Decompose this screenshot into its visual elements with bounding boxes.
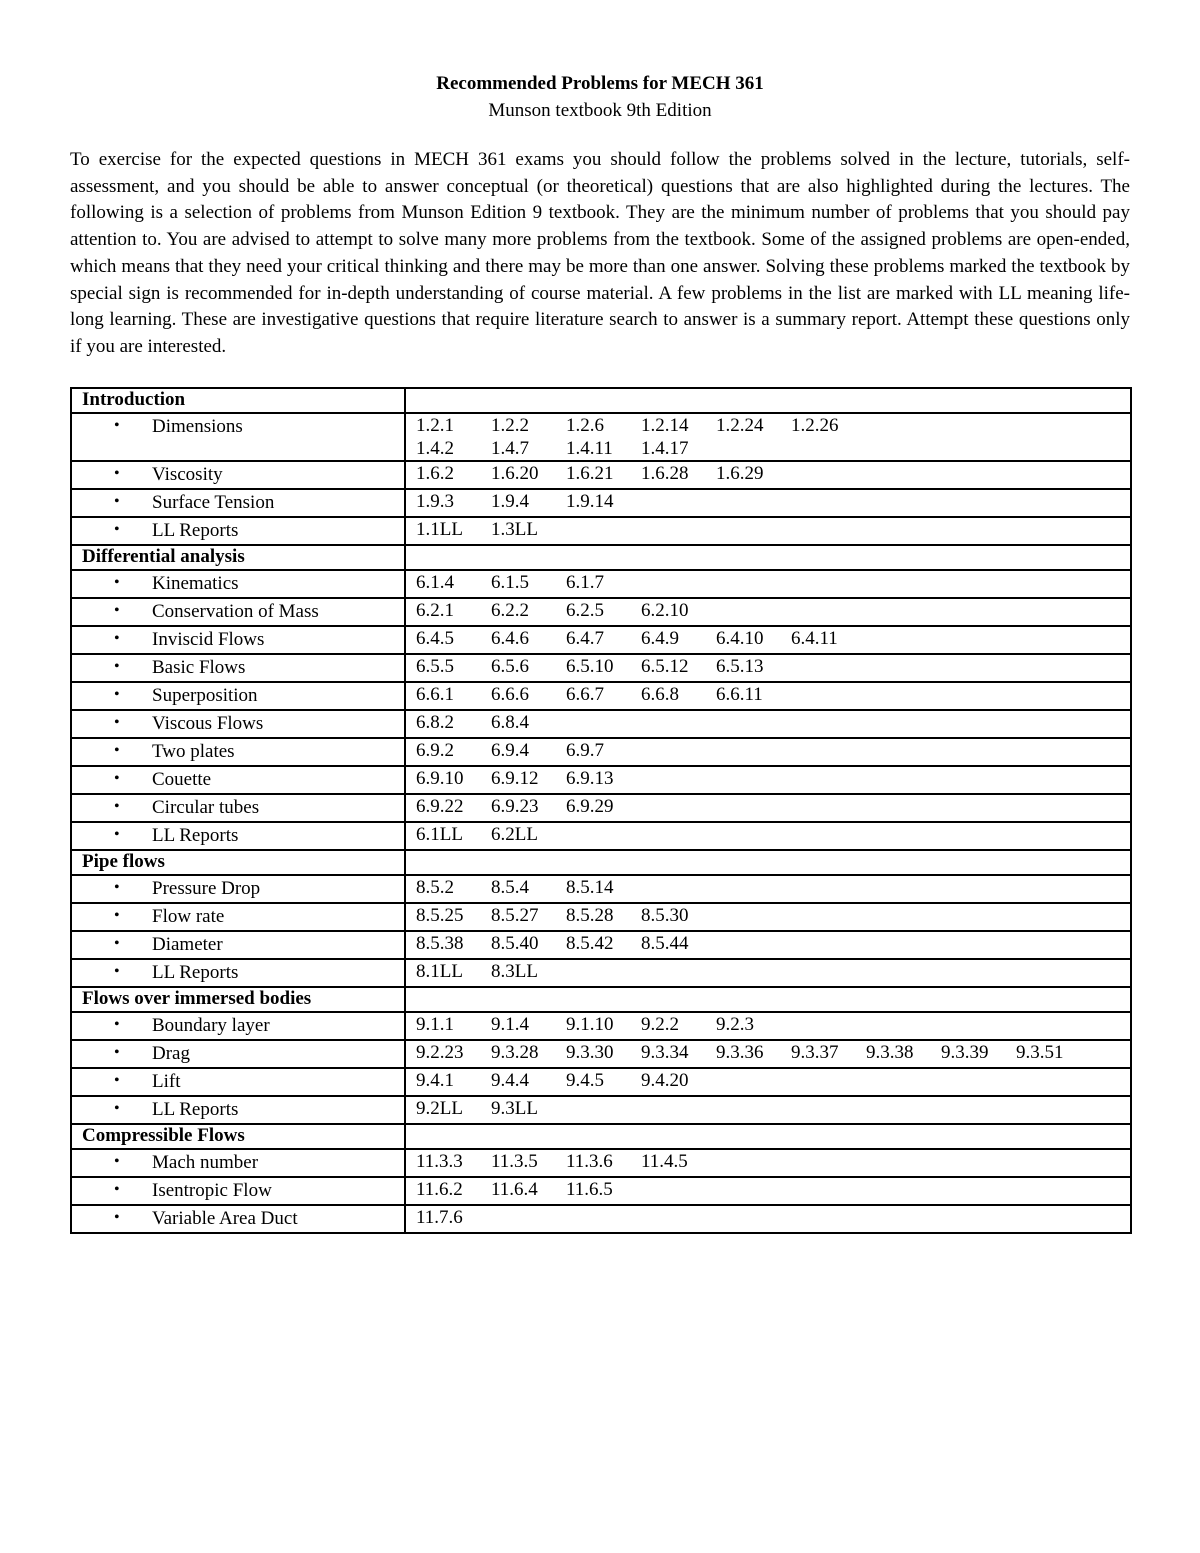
- problem-codes-line: [416, 1150, 1130, 1173]
- problem-codes-line: [416, 1097, 1130, 1120]
- bullet-icon: •: [114, 493, 120, 510]
- problem-code: 11.7.6: [416, 1207, 463, 1228]
- problem-code: 6.5.6: [491, 656, 529, 677]
- topic-label: Viscosity: [152, 464, 223, 485]
- bullet-icon: •: [114, 630, 120, 647]
- section-title: Differential analysis: [71, 545, 405, 570]
- problem-code: 9.3.28: [491, 1042, 539, 1063]
- topic-row: [71, 517, 1131, 545]
- topic-label: Superposition: [152, 685, 258, 706]
- topic-item: [82, 627, 404, 653]
- topic-item: [82, 876, 404, 902]
- problem-codes-line: [416, 739, 1130, 762]
- problem-code: 6.6.6: [491, 684, 529, 705]
- problem-codes-line: [416, 1206, 1130, 1229]
- problem-codes-line: [416, 462, 1130, 485]
- bullet-icon: •: [114, 1181, 120, 1198]
- topic-row: [71, 1096, 1131, 1124]
- topic-cell: [71, 654, 405, 682]
- problem-code: 9.3.37: [791, 1042, 839, 1063]
- problem-code: 8.5.38: [416, 933, 464, 954]
- problem-codes-cell: [405, 710, 1131, 738]
- topic-item: [82, 490, 404, 516]
- problem-codes-line: [416, 571, 1130, 594]
- problem-codes-cell: [405, 794, 1131, 822]
- problem-code: 9.2.23: [416, 1042, 464, 1063]
- problem-codes-line: [416, 932, 1130, 955]
- problem-code: 9.3.51: [1016, 1042, 1064, 1063]
- topic-cell: [71, 1012, 405, 1040]
- topic-item: [82, 1097, 404, 1123]
- problem-code: 6.4.7: [566, 628, 604, 649]
- bullet-icon: •: [114, 1153, 120, 1170]
- topic-cell: [71, 959, 405, 987]
- problem-code: 6.6.1: [416, 684, 454, 705]
- bullet-icon: •: [114, 417, 120, 434]
- topic-item: [82, 711, 404, 737]
- topic-row: [71, 959, 1131, 987]
- problem-code: 1.2.14: [641, 415, 689, 436]
- topic-cell: [71, 626, 405, 654]
- problem-code: 6.5.13: [716, 656, 764, 677]
- topic-label: Boundary layer: [152, 1015, 270, 1036]
- topic-item: [82, 414, 404, 440]
- topic-row: [71, 1040, 1131, 1068]
- topic-label: Diameter: [152, 934, 223, 955]
- problem-codes-line: [416, 1041, 1130, 1064]
- bullet-icon: •: [114, 1044, 120, 1061]
- topic-row: [71, 822, 1131, 850]
- problem-code: 8.5.42: [566, 933, 614, 954]
- problem-codes-cell: [405, 1177, 1131, 1205]
- problem-codes-cell: [405, 903, 1131, 931]
- problem-codes-line: [416, 876, 1130, 899]
- topic-row: [71, 1177, 1131, 1205]
- problem-code: 9.4.20: [641, 1070, 689, 1091]
- problems-table: [70, 387, 1132, 1234]
- problem-code: 6.9.4: [491, 740, 529, 761]
- section-empty-cell: [405, 987, 1131, 1012]
- bullet-icon: •: [114, 658, 120, 675]
- problems-table-body: [71, 388, 1131, 1233]
- problem-code: 6.1LL: [416, 824, 463, 845]
- problem-code: 9.3.38: [866, 1042, 914, 1063]
- problem-codes-line: [416, 683, 1130, 706]
- problem-codes-cell: [405, 517, 1131, 545]
- topic-row: [71, 626, 1131, 654]
- intro-paragraph: To exercise for the expected questions in MECH 361 exams you should follow the problems solved in the lecture, tutorials, self-assessment, and you should be able to answer conceptual (or theoretical) questions that are also highlighted during the lectures. The following is a selection of problems from Munson Edition 9 textbook. They are the minimum number of problems that you should pay attention to. You are advised to attempt to solve many more problems from the textbook. Some of the assigned problems are open-ended, which means that they need your critical thinking and there may be more than one answer. Solving these problems marked the textbook by special sign is recommended for in-depth understanding of course material. A few problems in the list are marked with LL meaning life-long learning. These are investigative questions that require literature search to answer is a summary report. Attempt these questions only if you are interested.: [70, 149, 1130, 357]
- topic-row: [71, 794, 1131, 822]
- topic-item: [82, 599, 404, 625]
- topic-cell: [71, 1149, 405, 1177]
- document-title: Recommended Problems for MECH 361: [436, 73, 764, 94]
- bullet-icon: •: [114, 602, 120, 619]
- topic-label: Flow rate: [152, 906, 225, 927]
- problem-code: 1.3LL: [491, 519, 538, 540]
- topic-label: Inviscid Flows: [152, 629, 265, 650]
- topic-label: Two plates: [152, 741, 235, 762]
- problem-codes-line: [416, 711, 1130, 734]
- problem-codes-line: [416, 490, 1130, 513]
- problem-codes-line: [416, 1178, 1130, 1201]
- bullet-icon: •: [114, 963, 120, 980]
- topic-cell: [71, 413, 405, 461]
- topic-row: [71, 710, 1131, 738]
- topic-item: [82, 1041, 404, 1067]
- section-row: [71, 1124, 1131, 1149]
- problem-code: 6.5.5: [416, 656, 454, 677]
- topic-item: [82, 823, 404, 849]
- problem-code: 6.2.5: [566, 600, 604, 621]
- problem-code: 8.5.44: [641, 933, 689, 954]
- topic-row: [71, 931, 1131, 959]
- topic-cell: [71, 570, 405, 598]
- topic-row: [71, 875, 1131, 903]
- problem-codes-line: [416, 960, 1130, 983]
- bullet-icon: •: [114, 742, 120, 759]
- topic-cell: [71, 1068, 405, 1096]
- problem-code: 6.6.8: [641, 684, 679, 705]
- topic-item: [82, 1178, 404, 1204]
- problem-code: 1.4.11: [566, 438, 613, 459]
- topic-item: [82, 1013, 404, 1039]
- topic-row: [71, 489, 1131, 517]
- bullet-icon: •: [114, 879, 120, 896]
- topic-cell: [71, 1177, 405, 1205]
- bullet-icon: •: [114, 1072, 120, 1089]
- problem-code: 11.3.3: [416, 1151, 463, 1172]
- bullet-icon: •: [114, 770, 120, 787]
- problem-codes-cell: [405, 959, 1131, 987]
- bullet-icon: •: [114, 465, 120, 482]
- problem-code: 1.2.24: [716, 415, 764, 436]
- topic-cell: [71, 517, 405, 545]
- problem-code: 8.5.2: [416, 877, 454, 898]
- topic-row: [71, 903, 1131, 931]
- bullet-icon: •: [114, 574, 120, 591]
- topic-item: [82, 1150, 404, 1176]
- problem-code: 6.1.4: [416, 572, 454, 593]
- problem-code: 6.9.29: [566, 796, 614, 817]
- topic-item: [82, 518, 404, 544]
- problem-code: 8.1LL: [416, 961, 463, 982]
- problem-codes-line: [416, 655, 1130, 678]
- topic-label: Circular tubes: [152, 797, 260, 818]
- problem-code: 8.5.27: [491, 905, 539, 926]
- problem-code: 1.6.28: [641, 463, 689, 484]
- problem-codes-cell: [405, 413, 1131, 461]
- topic-label: Viscous Flows: [152, 713, 264, 734]
- problem-code: 1.6.20: [491, 463, 539, 484]
- topic-cell: [71, 903, 405, 931]
- problem-codes-cell: [405, 654, 1131, 682]
- problem-codes-cell: [405, 1096, 1131, 1124]
- problem-codes-cell: [405, 738, 1131, 766]
- problem-codes-line: [416, 767, 1130, 790]
- problem-code: 9.1.10: [566, 1014, 614, 1035]
- section-empty-cell: [405, 850, 1131, 875]
- topic-row: [71, 766, 1131, 794]
- section-empty-cell: [405, 545, 1131, 570]
- problem-code: 8.5.30: [641, 905, 689, 926]
- section-empty-cell: [405, 388, 1131, 413]
- problem-code: 6.5.12: [641, 656, 689, 677]
- topic-cell: [71, 682, 405, 710]
- topic-row: [71, 461, 1131, 489]
- problem-codes-cell: [405, 598, 1131, 626]
- topic-label: Isentropic Flow: [152, 1180, 272, 1201]
- section-row: [71, 987, 1131, 1012]
- topic-label: Drag: [152, 1043, 190, 1064]
- problem-codes-line: [416, 823, 1130, 846]
- problem-code: 9.3.34: [641, 1042, 689, 1063]
- bullet-icon: •: [114, 1016, 120, 1033]
- topic-item: [82, 1206, 404, 1232]
- problem-codes-cell: [405, 461, 1131, 489]
- topic-item: [82, 904, 404, 930]
- problem-code: 9.4.5: [566, 1070, 604, 1091]
- problem-code: 8.5.28: [566, 905, 614, 926]
- topic-row: [71, 1012, 1131, 1040]
- problem-code: 6.1.7: [566, 572, 604, 593]
- topic-item: [82, 767, 404, 793]
- problem-code: 8.3LL: [491, 961, 538, 982]
- problem-code: 6.9.7: [566, 740, 604, 761]
- problem-codes-cell: [405, 1040, 1131, 1068]
- problem-code: 1.6.29: [716, 463, 764, 484]
- section-empty-cell: [405, 1124, 1131, 1149]
- topic-label: Dimensions: [152, 416, 243, 437]
- bullet-icon: •: [114, 826, 120, 843]
- problem-code: 1.9.14: [566, 491, 614, 512]
- problem-code: 6.4.5: [416, 628, 454, 649]
- problem-code: 6.9.10: [416, 768, 464, 789]
- problem-codes-cell: [405, 931, 1131, 959]
- problem-code: 6.5.10: [566, 656, 614, 677]
- problem-code: 1.4.7: [491, 438, 529, 459]
- problem-code: 6.6.7: [566, 684, 604, 705]
- problem-codes-cell: [405, 489, 1131, 517]
- problem-code: 6.9.13: [566, 768, 614, 789]
- problem-codes-cell: [405, 822, 1131, 850]
- section-title: Introduction: [71, 388, 405, 413]
- topic-cell: [71, 931, 405, 959]
- topic-item: [82, 932, 404, 958]
- problem-code: 1.9.3: [416, 491, 454, 512]
- problem-code: 11.3.5: [491, 1151, 538, 1172]
- problem-code: 11.6.5: [566, 1179, 613, 1200]
- problem-code: 6.9.23: [491, 796, 539, 817]
- problem-code: 6.2.1: [416, 600, 454, 621]
- topic-row: [71, 413, 1131, 461]
- problem-code: 6.8.4: [491, 712, 529, 733]
- problem-code: 9.3LL: [491, 1098, 538, 1119]
- topic-label: LL Reports: [152, 825, 239, 846]
- bullet-icon: •: [114, 714, 120, 731]
- topic-label: Basic Flows: [152, 657, 246, 678]
- problem-codes-line: [416, 599, 1130, 622]
- problem-code: 6.1.5: [491, 572, 529, 593]
- topic-label: Surface Tension: [152, 492, 275, 513]
- problem-codes-line: [416, 518, 1130, 541]
- problem-codes-cell: [405, 1149, 1131, 1177]
- problem-codes-line: [416, 1013, 1130, 1036]
- topic-row: [71, 570, 1131, 598]
- problem-code: 9.2.3: [716, 1014, 754, 1035]
- topic-cell: [71, 875, 405, 903]
- problem-code: 1.4.2: [416, 438, 454, 459]
- topic-row: [71, 1068, 1131, 1096]
- topic-label: Pressure Drop: [152, 878, 261, 899]
- problem-codes-cell: [405, 875, 1131, 903]
- problem-code: 6.9.22: [416, 796, 464, 817]
- topic-row: [71, 738, 1131, 766]
- topic-cell: [71, 598, 405, 626]
- topic-label: Conservation of Mass: [152, 601, 319, 622]
- problem-code: 6.2.10: [641, 600, 689, 621]
- topic-label: Mach number: [152, 1152, 259, 1173]
- topic-item: [82, 795, 404, 821]
- problem-code: 1.4.17: [641, 438, 689, 459]
- problem-code: 1.6.2: [416, 463, 454, 484]
- problem-code: 6.9.2: [416, 740, 454, 761]
- problem-code: 6.4.11: [791, 628, 838, 649]
- section-row: [71, 850, 1131, 875]
- topic-item: [82, 571, 404, 597]
- problem-code: 8.5.4: [491, 877, 529, 898]
- topic-cell: [71, 794, 405, 822]
- problem-code: 6.4.9: [641, 628, 679, 649]
- topic-row: [71, 1149, 1131, 1177]
- problem-codes-cell: [405, 682, 1131, 710]
- problem-codes-line: [416, 795, 1130, 818]
- problem-code: 6.8.2: [416, 712, 454, 733]
- problem-codes-cell: [405, 766, 1131, 794]
- problem-code: 9.1.4: [491, 1014, 529, 1035]
- bullet-icon: •: [114, 1100, 120, 1117]
- bullet-icon: •: [114, 935, 120, 952]
- problem-codes-cell: [405, 570, 1131, 598]
- topic-cell: [71, 710, 405, 738]
- bullet-icon: •: [114, 798, 120, 815]
- problem-code: 11.4.5: [641, 1151, 688, 1172]
- problem-code: 1.9.4: [491, 491, 529, 512]
- topic-item: [82, 960, 404, 986]
- section-row: [71, 388, 1131, 413]
- problem-code: 11.6.2: [416, 1179, 463, 1200]
- bullet-icon: •: [114, 907, 120, 924]
- topic-label: LL Reports: [152, 520, 239, 541]
- topic-row: [71, 682, 1131, 710]
- problem-code: 1.2.6: [566, 415, 604, 436]
- topic-label: Kinematics: [152, 573, 239, 594]
- document-subtitle: Munson textbook 9th Edition: [488, 100, 712, 121]
- problem-code: 9.3.39: [941, 1042, 989, 1063]
- problem-code: 1.1LL: [416, 519, 463, 540]
- problem-code: 1.2.26: [791, 415, 839, 436]
- problem-code: 6.4.10: [716, 628, 764, 649]
- topic-item: [82, 655, 404, 681]
- problem-code: 1.2.2: [491, 415, 529, 436]
- problem-code: 6.2LL: [491, 824, 538, 845]
- topic-label: Couette: [152, 769, 212, 790]
- topic-item: [82, 739, 404, 765]
- problem-code: 9.4.1: [416, 1070, 454, 1091]
- problem-code: 8.5.40: [491, 933, 539, 954]
- topic-cell: [71, 489, 405, 517]
- problem-codes-cell: [405, 1205, 1131, 1233]
- topic-cell: [71, 1040, 405, 1068]
- problem-code: 6.2.2: [491, 600, 529, 621]
- topic-cell: [71, 1096, 405, 1124]
- problem-code: 11.6.4: [491, 1179, 538, 1200]
- topic-row: [71, 1205, 1131, 1233]
- topic-item: [82, 462, 404, 488]
- topic-item: [82, 1069, 404, 1095]
- topic-label: LL Reports: [152, 962, 239, 983]
- problem-code: 9.2.2: [641, 1014, 679, 1035]
- problem-code: 6.6.11: [716, 684, 763, 705]
- problem-code: 9.2LL: [416, 1098, 463, 1119]
- problem-code: 9.3.30: [566, 1042, 614, 1063]
- topic-row: [71, 598, 1131, 626]
- topic-cell: [71, 822, 405, 850]
- bullet-icon: •: [114, 1209, 120, 1226]
- problem-codes-line: [416, 414, 1130, 437]
- bullet-icon: •: [114, 686, 120, 703]
- problem-code: 1.2.1: [416, 415, 454, 436]
- problem-code: 6.4.6: [491, 628, 529, 649]
- problem-codes-line: [416, 437, 1130, 460]
- problem-code: 1.6.21: [566, 463, 614, 484]
- problem-code: 8.5.25: [416, 905, 464, 926]
- section-title: Pipe flows: [71, 850, 405, 875]
- topic-cell: [71, 766, 405, 794]
- problem-codes-cell: [405, 1012, 1131, 1040]
- section-title: Flows over immersed bodies: [71, 987, 405, 1012]
- bullet-icon: •: [114, 521, 120, 538]
- section-title: Compressible Flows: [71, 1124, 405, 1149]
- problem-code: 9.1.1: [416, 1014, 454, 1035]
- topic-label: Variable Area Duct: [152, 1208, 298, 1229]
- topic-label: Lift: [152, 1071, 181, 1092]
- problem-code: 9.3.36: [716, 1042, 764, 1063]
- topic-item: [82, 683, 404, 709]
- problem-codes-cell: [405, 1068, 1131, 1096]
- problem-codes-line: [416, 1069, 1130, 1092]
- topic-cell: [71, 461, 405, 489]
- topic-label: LL Reports: [152, 1099, 239, 1120]
- problem-code: 6.9.12: [491, 768, 539, 789]
- section-row: [71, 545, 1131, 570]
- problem-code: 9.4.4: [491, 1070, 529, 1091]
- problem-codes-line: [416, 627, 1130, 650]
- topic-cell: [71, 738, 405, 766]
- topic-cell: [71, 1205, 405, 1233]
- problem-codes-line: [416, 904, 1130, 927]
- topic-row: [71, 654, 1131, 682]
- problem-code: 11.3.6: [566, 1151, 613, 1172]
- problem-code: 8.5.14: [566, 877, 614, 898]
- problem-codes-cell: [405, 626, 1131, 654]
